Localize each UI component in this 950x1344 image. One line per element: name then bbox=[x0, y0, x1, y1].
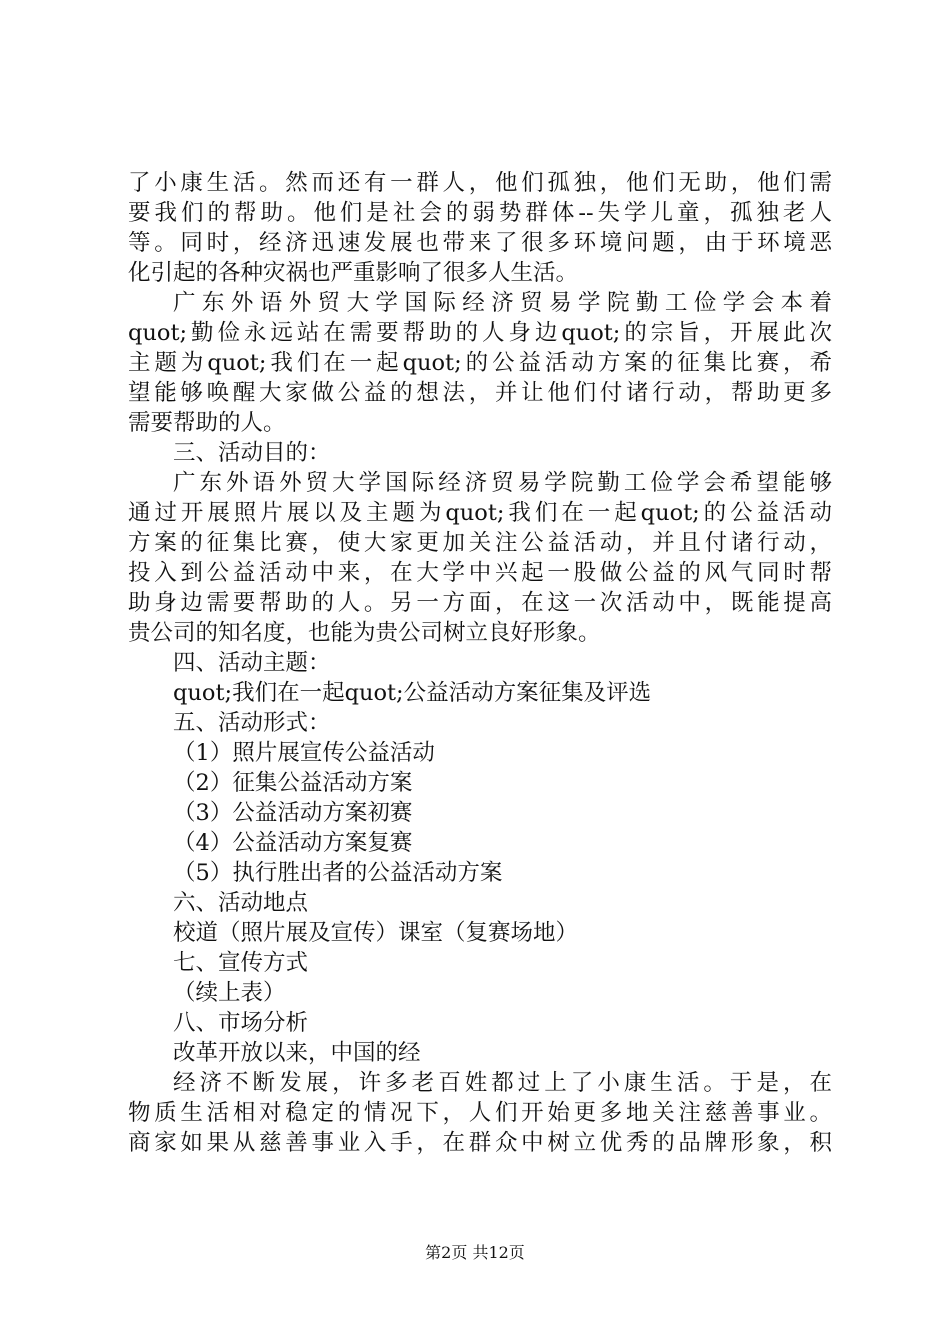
text-line-26: 校道（照片展及宣传）课室（复赛场地） bbox=[173, 920, 579, 946]
section-heading-6: 六、活动地点 bbox=[173, 890, 309, 916]
list-item-5: （5）执行胜出者的公益活动方案 bbox=[173, 860, 503, 886]
section-heading-8: 八、市场分析 bbox=[173, 1010, 309, 1036]
section-heading-3: 三、活动目的： bbox=[173, 440, 331, 466]
text-line-2: 要我们的帮助。他们是社会的弱势群体--失学儿童，孤独老人 bbox=[128, 200, 832, 226]
text-line-12: 通过开展照片展以及主题为quot;我们在一起quot;的公益活动 bbox=[128, 500, 832, 526]
text-line-5: 广东外语外贸大学国际经济贸易学院勤工俭学会本着 bbox=[173, 290, 832, 316]
text-line-1: 了小康生活。然而还有一群人，他们孤独，他们无助，他们需 bbox=[128, 170, 832, 196]
text-line-6: quot;勤俭永远站在需要帮助的人身边quot;的宗旨，开展此次 bbox=[128, 320, 832, 346]
text-line-30: 改革开放以来，中国的经 bbox=[173, 1040, 421, 1066]
text-line-31: 经济不断发展，许多老百姓都过上了小康生活。于是，在 bbox=[173, 1070, 832, 1096]
text-line-3: 等。同时，经济迅速发展也带来了很多环境问题，由于环境恶 bbox=[128, 230, 832, 256]
text-line-11: 广东外语外贸大学国际经济贸易学院勤工俭学会希望能够 bbox=[173, 470, 832, 496]
text-line-18: quot;我们在一起quot;公益活动方案征集及评选 bbox=[173, 680, 652, 706]
text-line-28: （续上表） bbox=[173, 980, 286, 1006]
document-body bbox=[128, 168, 832, 1158]
page-footer: 第2页 共12页 bbox=[425, 1243, 525, 1262]
text-line-14: 投入到公益活动中来，在大学中兴起一股做公益的风气同时帮 bbox=[128, 560, 832, 586]
section-heading-4: 四、活动主题： bbox=[173, 650, 331, 676]
list-item-3: （3）公益活动方案初赛 bbox=[173, 800, 413, 826]
text-line-16: 贵公司的知名度，也能为贵公司树立良好形象。 bbox=[128, 620, 601, 646]
list-item-1: （1）照片展宣传公益活动 bbox=[173, 740, 435, 766]
list-item-4: （4）公益活动方案复赛 bbox=[173, 830, 413, 856]
text-line-32: 物质生活相对稳定的情况下，人们开始更多地关注慈善事业。 bbox=[128, 1100, 832, 1126]
text-line-15: 助身边需要帮助的人。另一方面，在这一次活动中，既能提高 bbox=[128, 590, 832, 616]
list-item-2: （2）征集公益活动方案 bbox=[173, 770, 413, 796]
text-line-33: 商家如果从慈善事业入手，在群众中树立优秀的品牌形象，积 bbox=[128, 1130, 832, 1156]
text-line-7: 主题为quot;我们在一起quot;的公益活动方案的征集比赛，希 bbox=[128, 350, 832, 376]
text-line-13: 方案的征集比赛，使大家更加关注公益活动，并且付诸行动， bbox=[128, 530, 832, 556]
section-heading-5: 五、活动形式： bbox=[173, 710, 331, 736]
text-line-9: 需要帮助的人。 bbox=[128, 410, 286, 436]
text-line-4: 化引起的各种灾祸也严重影响了很多人生活。 bbox=[128, 260, 579, 286]
section-heading-7: 七、宣传方式 bbox=[173, 950, 309, 976]
text-line-8: 望能够唤醒大家做公益的想法，并让他们付诸行动，帮助更多 bbox=[128, 380, 832, 406]
